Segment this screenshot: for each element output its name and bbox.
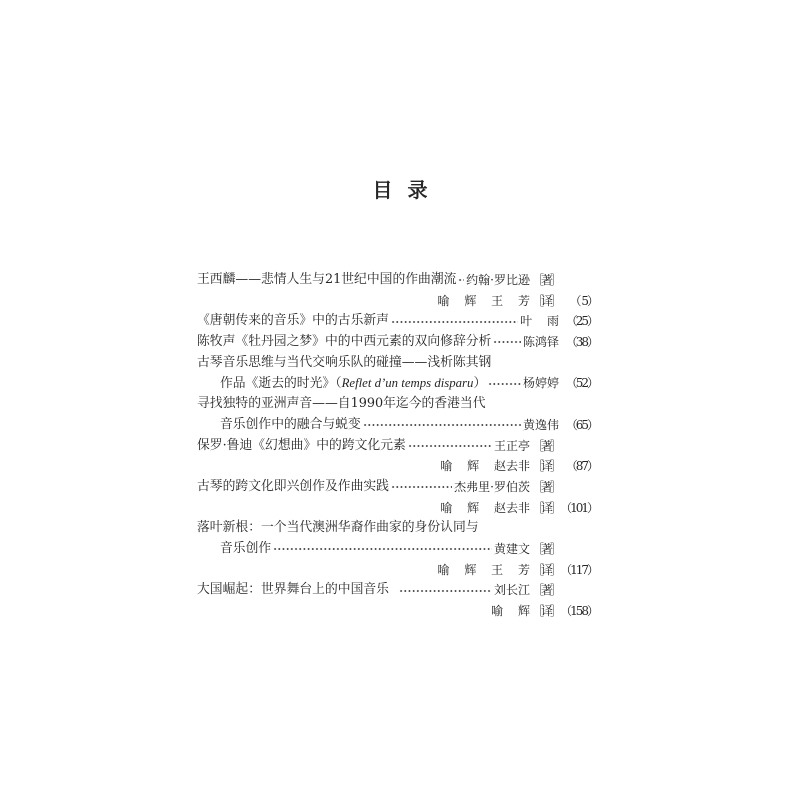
dot-leader xyxy=(399,589,492,593)
translator-role: ［译］ xyxy=(531,293,559,308)
toc-entry xyxy=(197,353,597,374)
entry-title: 古琴音乐思维与当代交响乐队的碰撞——浅析陈其钢 xyxy=(197,354,492,370)
toc-list xyxy=(197,270,597,622)
dot-leader xyxy=(408,444,492,448)
page-number: （158） xyxy=(560,604,597,618)
page-number: （25） xyxy=(565,314,597,329)
entry-translators: 喻 辉 赵去非 xyxy=(440,500,530,515)
entry-author: 叶 雨 xyxy=(520,314,559,329)
toc-entry-continued xyxy=(197,539,597,560)
dot-leader xyxy=(458,278,464,282)
entry-title-text: 作品《逝去的时光》（ xyxy=(220,375,342,391)
toc-heading: 目 录 xyxy=(372,178,432,202)
toc-entry-translators xyxy=(197,498,597,519)
entry-author: 刘长江 xyxy=(493,583,530,598)
entry-title: 《唐朝传来的音乐》中的古乐新声 xyxy=(197,313,389,329)
author-role: ［著］ xyxy=(531,479,559,494)
page-number: （ 5） xyxy=(569,293,597,308)
translator-role: ［译］ xyxy=(531,500,559,515)
entry-translators: 喻 辉 王 芳 xyxy=(437,562,530,577)
toc-entry-translators xyxy=(197,291,597,312)
toc-entry xyxy=(197,436,597,457)
entry-author: 杨婷婷 xyxy=(522,376,559,391)
dot-leader xyxy=(273,547,492,551)
translator-role: ［译］ xyxy=(531,459,559,474)
toc-entry xyxy=(197,580,597,601)
entry-author: 黄逸伟 xyxy=(522,417,559,432)
author-role: ［著］ xyxy=(531,541,559,556)
entry-author: 黄建文 xyxy=(493,541,530,556)
entry-author: 陈鸿铎 xyxy=(522,335,559,350)
entry-title-close: ） xyxy=(473,375,487,391)
entry-title: 古琴的跨文化即兴创作及作曲实践 xyxy=(197,478,389,494)
entry-title: 陈牧声《牡丹园之梦》中的中西元素的双向修辞分析 xyxy=(197,334,492,350)
translator-role: ［译］ xyxy=(531,562,559,577)
dot-leader xyxy=(391,320,518,324)
author-role: ［著］ xyxy=(531,273,559,287)
toc-entry xyxy=(197,518,597,539)
toc-entry xyxy=(197,270,597,291)
entry-translators: 喻 辉 赵去非 xyxy=(440,459,530,474)
entry-title: 音乐创作中的融合与蜕变 xyxy=(220,416,361,432)
entry-title: 王西麟——悲情人生与21世纪中国的作曲潮流 xyxy=(197,272,457,287)
toc-entry xyxy=(197,477,597,498)
toc-entry-translators xyxy=(197,456,597,477)
toc-entry xyxy=(197,394,597,415)
page-number: （65） xyxy=(565,417,597,432)
dot-leader xyxy=(488,382,521,386)
toc-entry xyxy=(197,311,597,332)
entry-title xyxy=(220,373,486,395)
page-number: （117） xyxy=(560,562,597,577)
page-number: （52） xyxy=(565,376,597,391)
toc-entry-continued xyxy=(197,415,597,436)
page-number: （87） xyxy=(565,459,597,474)
toc-entry-translators xyxy=(197,601,597,622)
dot-leader xyxy=(363,423,521,427)
toc-entry-continued xyxy=(197,373,597,394)
entry-title: 保罗·鲁迪《幻想曲》中的跨文化元素 xyxy=(197,437,406,453)
toc-entry-translators xyxy=(197,560,597,581)
entry-translators: 喻 辉 王 芳 xyxy=(437,293,530,308)
page-number: （101） xyxy=(560,500,597,515)
entry-author: 王正亭 xyxy=(493,438,530,453)
author-role: ［著］ xyxy=(531,438,559,453)
dot-leader xyxy=(391,485,452,489)
entry-title: 大国崛起：世界舞台上的中国音乐 xyxy=(197,582,389,598)
dot-leader xyxy=(493,340,521,344)
toc-entry xyxy=(197,332,597,353)
entry-title-italic: Reflet d’un temps disparu xyxy=(341,375,474,390)
entry-title: 落叶新根：一个当代澳洲华裔作曲家的身份认同与 xyxy=(197,520,479,536)
page-number: （38） xyxy=(565,335,597,350)
entry-title: 寻找独特的亚洲声音——自1990年迄今的香港当代 xyxy=(197,396,486,412)
entry-translators: 喻 辉 xyxy=(491,604,530,618)
entry-title: 音乐创作 xyxy=(220,540,272,556)
entry-author: 杰弗里·罗伯茨 xyxy=(454,479,530,494)
entry-author: 约翰·罗比逊 xyxy=(466,273,530,287)
author-role: ［著］ xyxy=(531,583,559,598)
translator-role: ［译］ xyxy=(531,604,559,618)
